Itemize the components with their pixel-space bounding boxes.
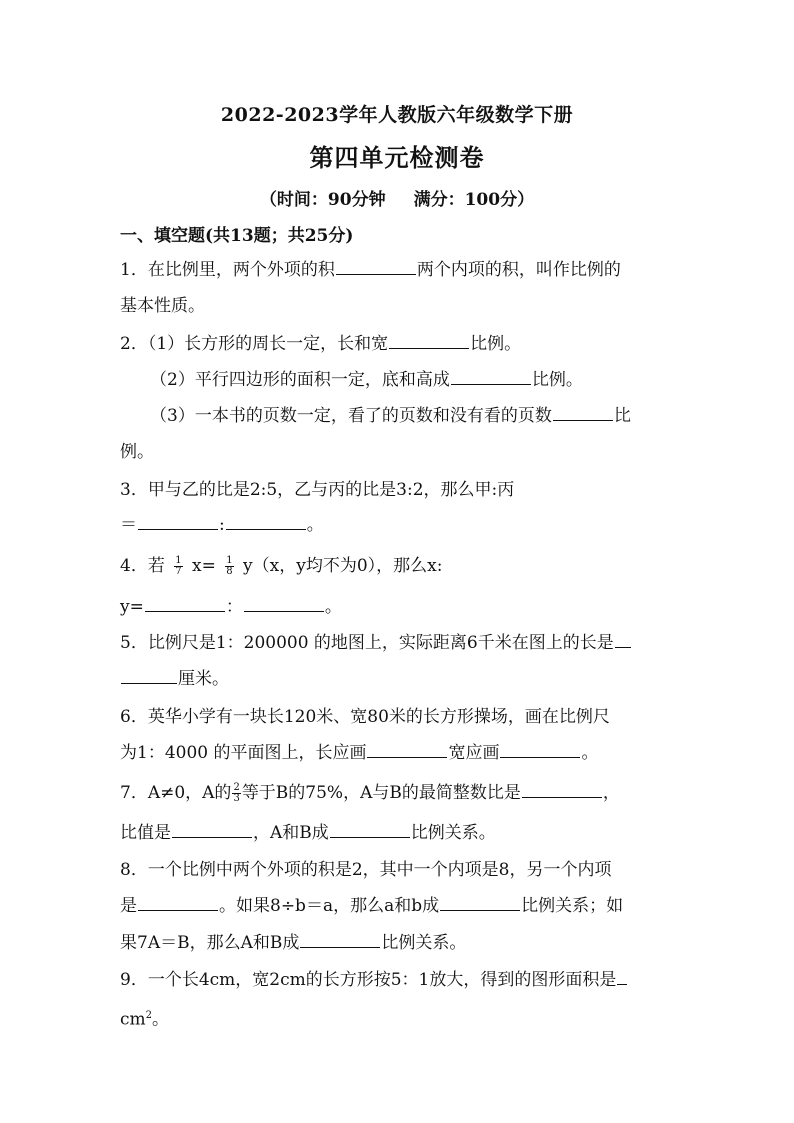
answer-blank[interactable]: [138, 515, 218, 530]
answer-blank[interactable]: [336, 260, 416, 275]
question-2-part-2: （2）平行四边形的面积一定，底和高成 比例。: [150, 370, 583, 390]
question-4-line-2: y= ： 。: [120, 597, 342, 617]
question-7-line-2: 比值是 ，A和B成 比例关系。: [120, 823, 496, 843]
question-6-line-2: 为1：4000 的平面图上，长应画 宽应画 。: [120, 743, 599, 763]
question-1-line-2: 基本性质。: [120, 296, 205, 316]
question-4-line-1: 4．若 $\frac{1}{7}$ x= $\frac{1}{8}$ y（x，y均不为0），那么x:: [120, 555, 443, 577]
answer-blank[interactable]: [440, 896, 520, 911]
answer-blank[interactable]: [121, 669, 177, 684]
answer-blank[interactable]: [244, 597, 324, 612]
exam-meta: [0, 185, 794, 210]
exam-title: 2022-2023学年人教版六年级数学下册: [220, 104, 574, 126]
fraction-one-seventh: $\frac{1}{7}$: [175, 555, 182, 577]
answer-blank[interactable]: [615, 633, 631, 648]
question-2-part-3-cont: 例。: [120, 442, 154, 462]
answer-blank[interactable]: [617, 970, 627, 985]
fraction-one-eighth: $\frac{1}{8}$: [226, 555, 233, 577]
answer-blank[interactable]: [145, 597, 225, 612]
question-9-line-1: 9．一个长4cm，宽2cm的长方形按5：1放大，得到的图形面积是: [120, 970, 680, 990]
question-2-part-3: （3）一本书的页数一定，看了的页数和没有看的页数 比: [150, 406, 631, 426]
answer-blank[interactable]: [451, 370, 531, 385]
answer-blank[interactable]: [553, 406, 613, 421]
question-3-line-2: ＝ : 。: [120, 515, 324, 535]
answer-blank[interactable]: [367, 743, 447, 758]
question-7-line-1: 7．A≠0，A的 $\frac{2}{3}$ 等于B的75%，A与B的最简整数比是 ，: [120, 782, 620, 804]
answer-blank[interactable]: [138, 896, 218, 911]
question-3-line-1: 3．甲与乙的比是2:5，乙与丙的比是3:2，那么甲:丙: [120, 480, 515, 500]
question-1-line-1: 1．在比例里，两个外项的积 两个内项的积，叫作比例的: [120, 260, 621, 280]
question-5-line-1: 5．比例尺是1：200000 的地图上，实际距离6千米在图上的长是: [120, 633, 680, 653]
section-title: 一、填空题(共13题；共25分): [120, 226, 354, 246]
answer-blank[interactable]: [300, 933, 380, 948]
question-2-part-1: 2．（1）长方形的周长一定，长和宽 比例。: [120, 334, 522, 354]
question-8-line-3: 果7A＝B，那么A和B成 比例关系。: [120, 933, 467, 953]
answer-blank[interactable]: [330, 823, 410, 838]
question-8-line-1: 8．一个比例中两个外项的积是2，其中一个内项是8，另一个内项: [120, 860, 612, 880]
full-score: 满分：100分）: [413, 190, 535, 210]
answer-blank[interactable]: [500, 743, 580, 758]
answer-blank[interactable]: [389, 334, 469, 349]
exam-subtitle: 第四单元检测卷: [309, 143, 485, 172]
question-8-line-2: 是 。如果8÷b＝a，那么a和b成 比例关系；如: [120, 896, 624, 916]
answer-blank[interactable]: [522, 783, 602, 798]
fraction-two-thirds: $\frac{2}{3}$: [233, 782, 240, 804]
time-limit: （时间：90分钟: [259, 190, 386, 210]
answer-blank[interactable]: [226, 515, 306, 530]
question-6-line-1: 6．英华小学有一块长120米、宽80米的长方形操场，画在比例尺: [120, 707, 610, 727]
question-5-line-2: 厘米。: [120, 669, 680, 689]
question-9-line-2: $cm^2$。: [120, 1009, 170, 1030]
answer-blank[interactable]: [172, 823, 252, 838]
